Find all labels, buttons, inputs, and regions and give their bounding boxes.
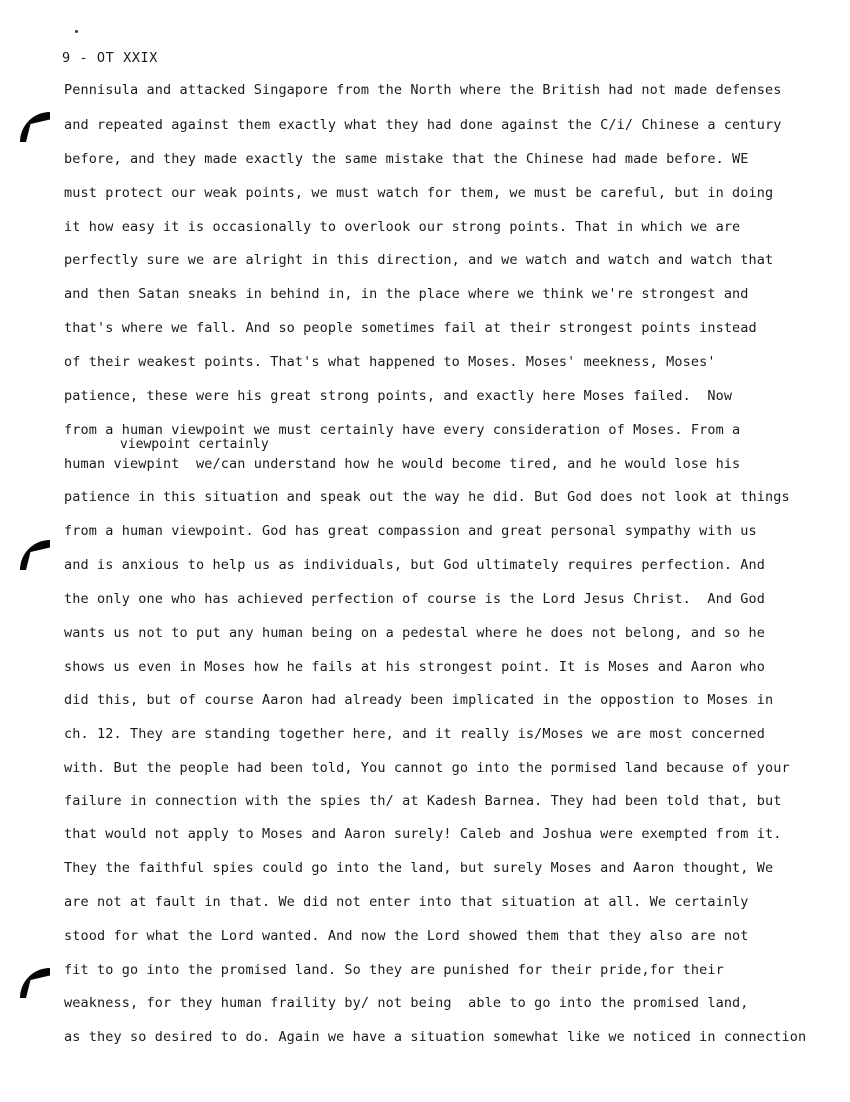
text-line: with. But the people had been told, You cannot go into the pormised land because of your [64,760,790,776]
text-line: and then Satan sneaks in behind in, in the place where we think we're strongest and [64,286,749,302]
text-line: They the faithful spies could go into the land, but surely Moses and Aaron thought, We [64,860,774,876]
text-line: shows us even in Moses how he fails at his strongest point. It is Moses and Aaron who [64,659,766,675]
text-line: from a human viewpoint we must certainly have every consideration of Moses. From a [64,422,741,438]
text-line: wants us not to put any human being on a pedestal where he does not belong, and so he [64,625,766,641]
text-line: that's where we fall. And so people sometimes fail at their strongest points instead [64,320,757,336]
text-line: did this, but of course Aaron had already been implicated in the oppostion to Moses in [64,692,774,708]
text-line: Pennisula and attacked Singapore from the North where the British had not made defenses [64,82,782,98]
text-line: must protect our weak points, we must watch for them, we must be careful, but in doing [64,185,774,201]
text-line: that would not apply to Moses and Aaron surely! Caleb and Joshua were exempted from it. [64,826,782,842]
binder-hole-mark [20,540,50,570]
text-line: of their weakest points. That's what happened to Moses. Moses' meekness, Moses' [64,354,716,370]
text-line: it how easy it is occasionally to overlook our strong points. That in which we are [64,219,741,235]
text-line: as they so desired to do. Again we have a situation somewhat like we noticed in connection [64,1029,807,1045]
page-header: 9 - OT XXIX [62,50,159,66]
binder-hole-mark [20,968,50,998]
text-line: fit to go into the promised land. So they are punished for their pride,for their [64,962,724,978]
text-line: from a human viewpoint. God has great compassion and great personal sympathy with us [64,523,757,539]
text-line: and is anxious to help us as individuals, but God ultimately requires perfection. And [64,557,766,573]
scan-speck [75,30,78,33]
text-line: the only one who has achieved perfection of course is the Lord Jesus Christ. And God [64,591,766,607]
text-line: failure in connection with the spies th/ at Kadesh Barnea. They had been told that, but [64,793,782,809]
text-line: patience in this situation and speak out the way he did. But God does not look at things [64,489,790,505]
text-line: patience, these were his great strong points, and exactly here Moses failed. Now [64,388,733,404]
text-line: are not at fault in that. We did not enter into that situation at all. We certainly [64,894,749,910]
binder-hole-mark [20,112,50,142]
text-line: ch. 12. They are standing together here, and it really is/Moses we are most concerned [64,726,766,742]
text-line: weakness, for they human fraility by/ not being able to go into the promised land, [64,995,749,1011]
text-line: and repeated against them exactly what they had done against the C/i/ Chinese a century [64,117,782,133]
handwritten-insertion: viewpoint certainly [120,437,269,452]
text-line: before, and they made exactly the same mistake that the Chinese had made before. WE [64,151,749,167]
text-line: stood for what the Lord wanted. And now the Lord showed them that they also are not [64,928,749,944]
text-line: human viewpint we/can understand how he would become tired, and he would lose his [64,456,741,472]
text-line: perfectly sure we are alright in this direction, and we watch and watch and watch that [64,252,774,268]
